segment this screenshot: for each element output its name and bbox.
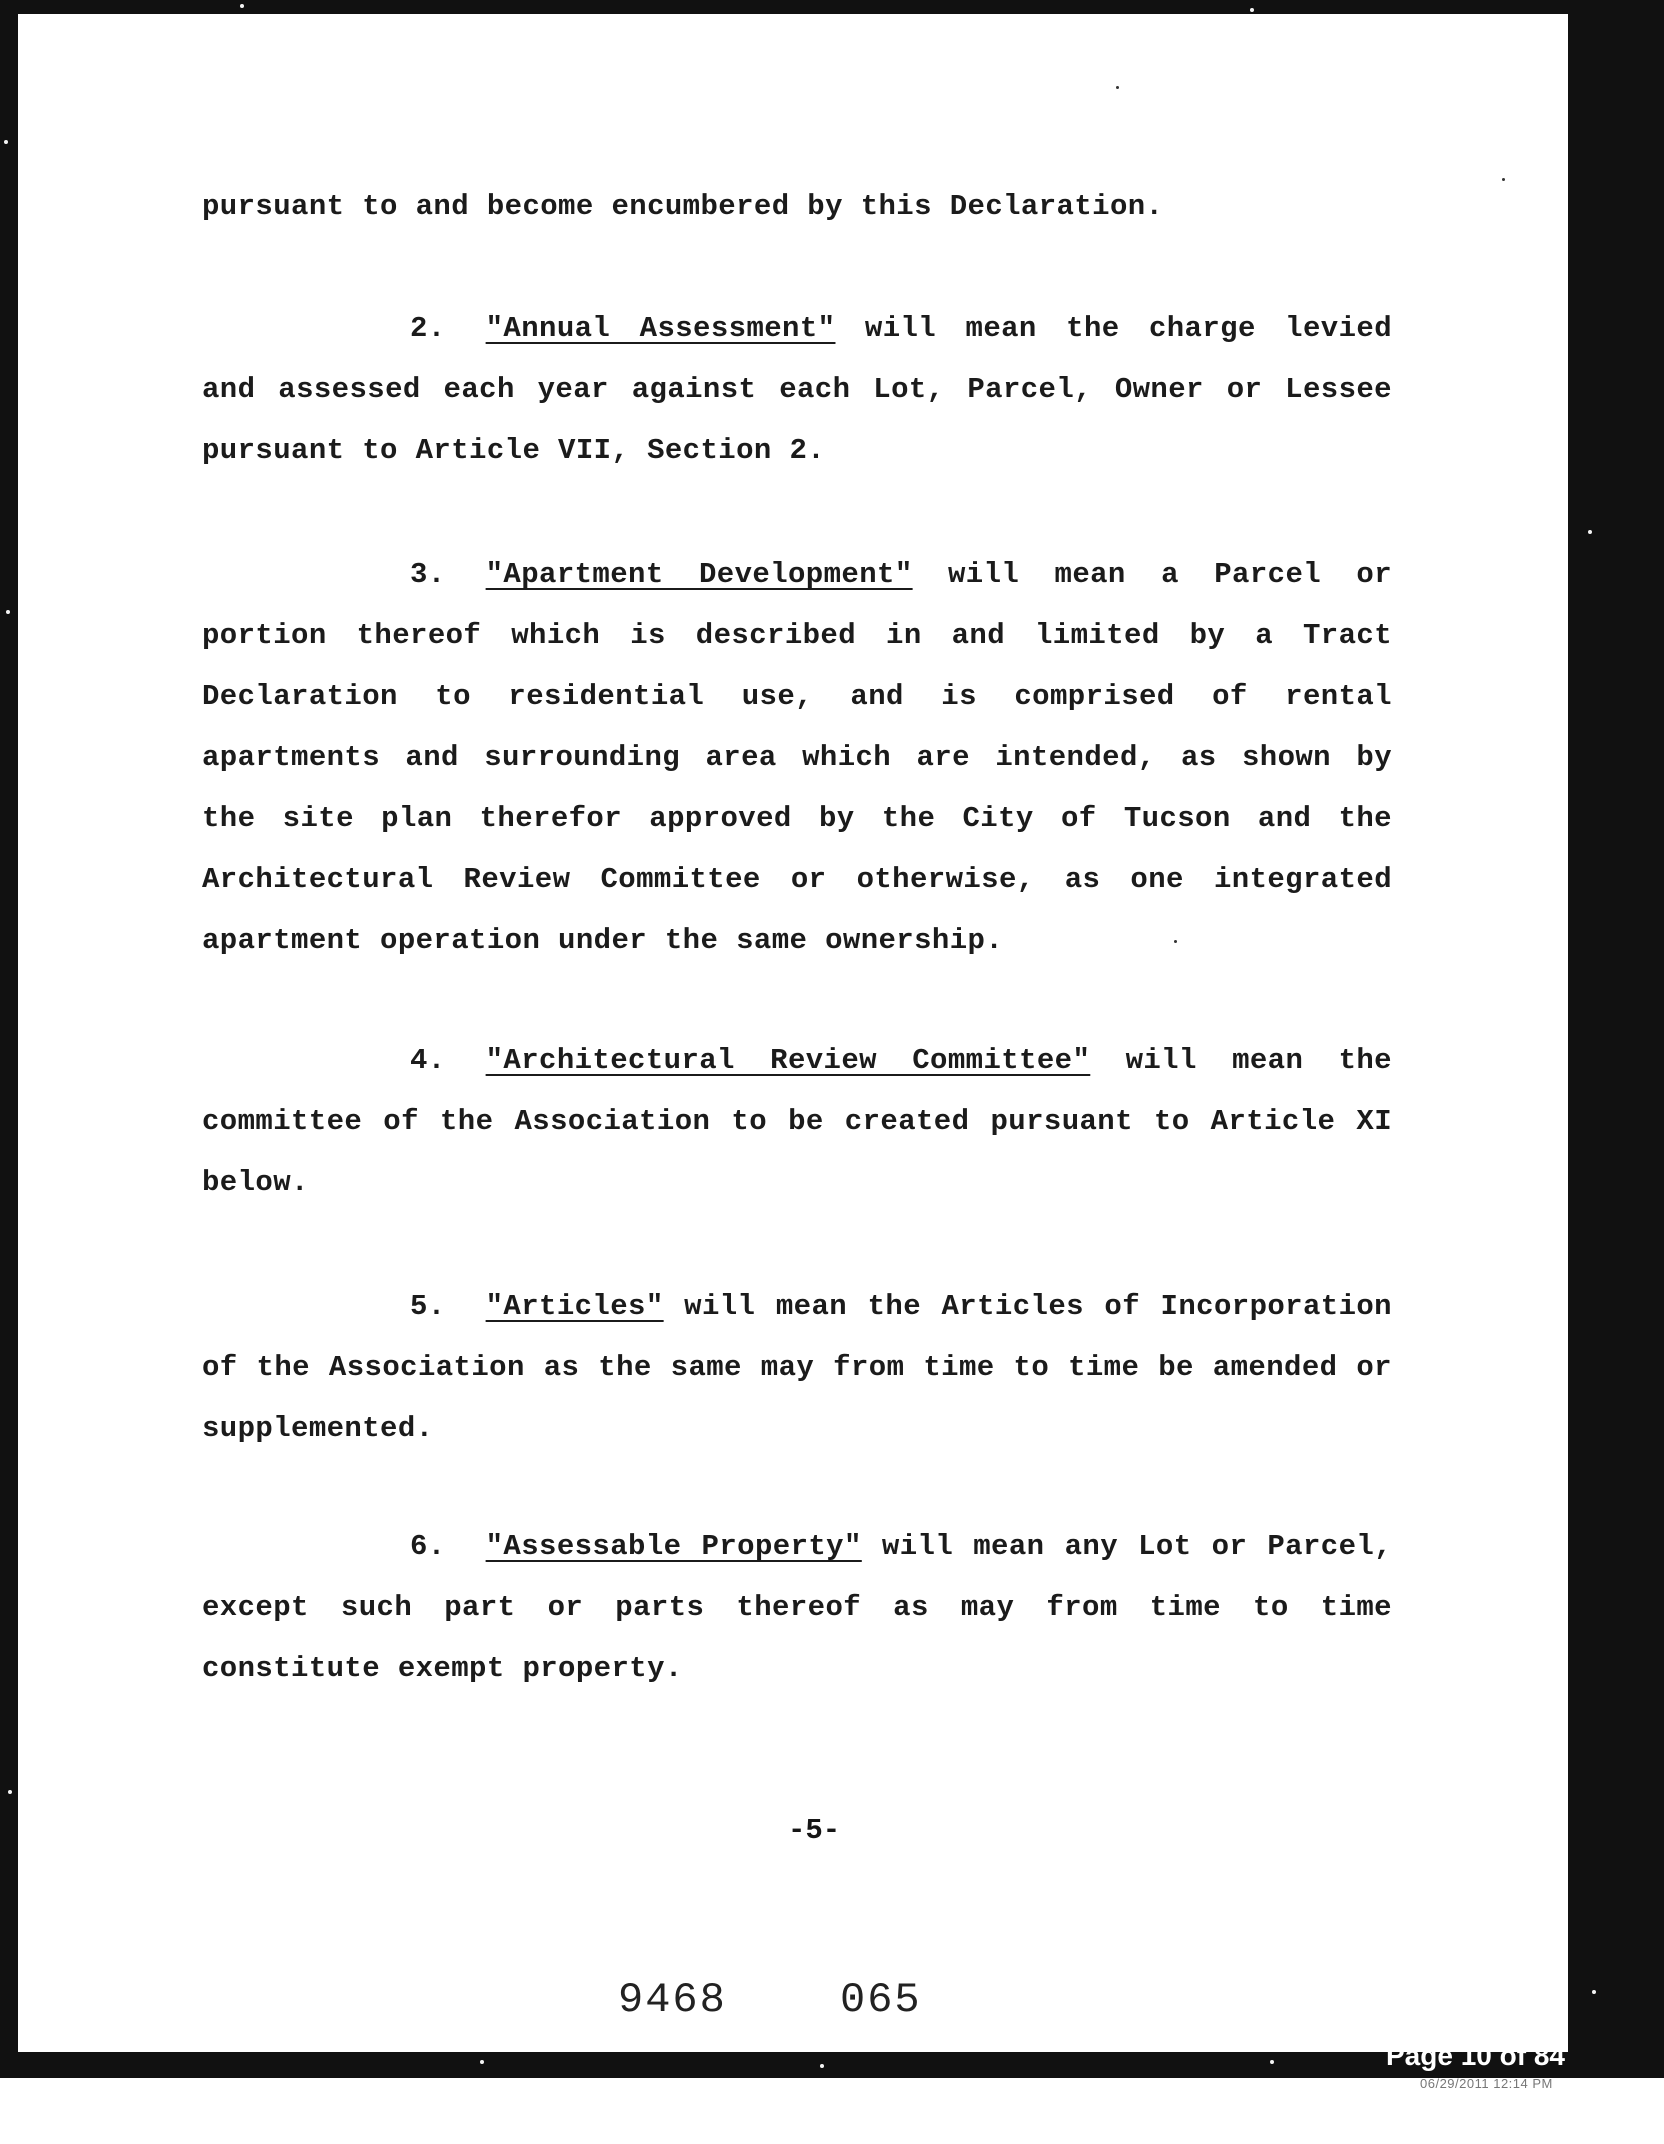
document-page xyxy=(18,14,1568,2052)
definition-text: will mean the Articles of Incorporation of the Association as the same may from time to time be amended or supplemented. xyxy=(202,1290,1392,1445)
defined-term: "Articles" xyxy=(485,1290,664,1323)
scan-border-top xyxy=(0,0,1664,14)
definition-4 xyxy=(202,1030,1392,1213)
definition-text: will mean any Lot or Parcel, except such part or parts thereof as may from time to time constitute exempt property. xyxy=(202,1530,1392,1685)
definition-text: will mean the charge levied and assessed each year against each Lot, Parcel, Owner or Lessee pursuant to Article VII, Section 2. xyxy=(202,312,1392,467)
page-number: -5- xyxy=(788,1814,841,1847)
scan-border-right xyxy=(1568,0,1664,2076)
definition-number: 5. xyxy=(410,1290,446,1323)
scan-speck xyxy=(1588,530,1592,534)
scan-speck xyxy=(1270,2060,1274,2064)
scan-speck xyxy=(4,140,8,144)
scan-speck xyxy=(820,2064,824,2068)
defined-term: "Apartment Development" xyxy=(485,558,913,591)
definition-2 xyxy=(202,298,1392,481)
definition-number: 6. xyxy=(410,1530,446,1563)
scan-speck xyxy=(1250,8,1254,12)
scan-border-left xyxy=(0,0,18,2066)
defined-term: "Annual Assessment" xyxy=(485,312,836,345)
bottom-margin xyxy=(0,2078,1664,2144)
print-timestamp: 06/29/2011 12:14 PM xyxy=(1420,2076,1553,2091)
definition-text: will mean the committee of the Association to be created pursuant to Article XI below. xyxy=(202,1044,1392,1199)
lead-line: pursuant to and become encumbered by this Declaration. xyxy=(202,190,1164,223)
scan-speck xyxy=(240,4,244,8)
defined-term: "Architectural Review Committee" xyxy=(485,1044,1091,1077)
defined-term: "Assessable Property" xyxy=(485,1530,862,1563)
scan-speck xyxy=(8,1790,12,1794)
definition-3 xyxy=(202,544,1392,971)
scan-speck xyxy=(6,610,10,614)
definition-text: will mean a Parcel or portion thereof which is described in and limited by a Tract Declaration to residential use, and is comprised of rental apartments and surrounding area which are intended, as shown by the site plan therefor approved by the City of Tucson and the Architectural Review Committee or otherwise, as one integrated apartment operation under the same ownership. xyxy=(202,558,1392,957)
recording-book-number: 9468 xyxy=(618,1976,727,2024)
definition-number: 4. xyxy=(410,1044,446,1077)
scan-speck xyxy=(480,2060,484,2064)
definition-number: 2. xyxy=(410,312,446,345)
recording-page-number: 065 xyxy=(840,1976,922,2024)
scan-dot xyxy=(1502,178,1505,181)
scan-speck xyxy=(1592,1990,1596,1994)
definition-number: 3. xyxy=(410,558,446,591)
definition-5 xyxy=(202,1276,1392,1459)
page-indicator: Page 10 of 84 xyxy=(1386,2040,1565,2071)
scan-dot xyxy=(1116,86,1119,89)
definition-6 xyxy=(202,1516,1392,1699)
